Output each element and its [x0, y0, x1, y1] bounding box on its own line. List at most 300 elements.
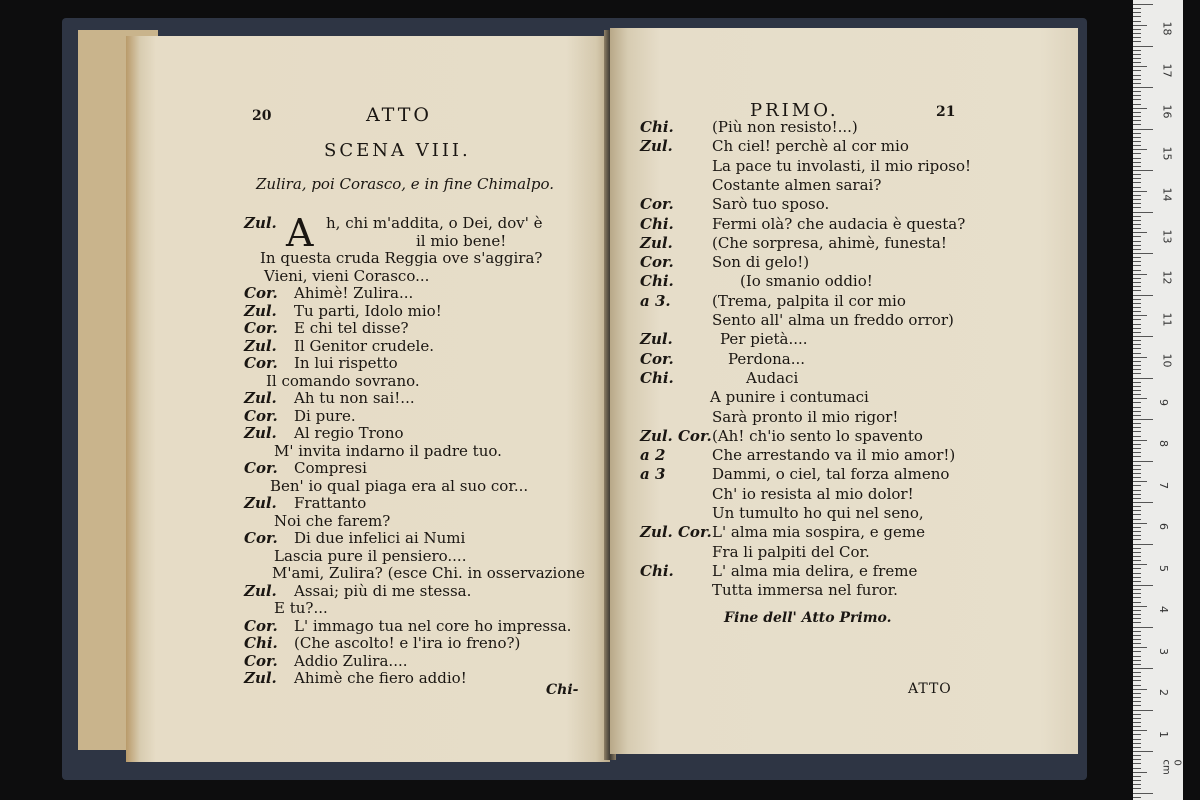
- ruler-tick: [1133, 402, 1141, 403]
- ruler-tick: [1133, 253, 1153, 254]
- ruler-tick: [1133, 415, 1141, 416]
- ruler-tick: [1133, 456, 1141, 457]
- left-speaker: Zul.: [244, 494, 277, 512]
- ruler-tick: [1133, 170, 1153, 171]
- ruler-tick: [1133, 448, 1141, 449]
- ruler-tick: [1133, 589, 1141, 590]
- ruler-tick: [1133, 514, 1141, 515]
- ruler-tick: [1133, 25, 1147, 26]
- scene-title: SCENA VIII.: [324, 140, 471, 161]
- ruler-tick: [1133, 382, 1141, 383]
- ruler-tick: [1133, 307, 1141, 308]
- ruler-tick: [1133, 228, 1141, 229]
- left-verse-line: il mio bene!: [416, 231, 507, 250]
- left-verse-line: Ahimè! Zulira...: [294, 284, 414, 302]
- right-verse-line: (Più non resisto!...): [712, 118, 858, 136]
- right-page-number: 21: [936, 104, 956, 120]
- left-verse-line: Ahimè che fiero addio!: [294, 669, 467, 687]
- right-verse-line: Ch' io resista al mio dolor!: [712, 484, 914, 503]
- ruler-tick: [1133, 178, 1141, 179]
- ruler-tick: [1133, 560, 1141, 561]
- left-verse-line: Ben' io qual piaga era al suo cor...: [270, 476, 529, 495]
- ruler-tick: [1133, 365, 1141, 366]
- ruler-tick: [1133, 473, 1141, 474]
- right-verse-line: (Ah! ch'io sento lo spavento: [712, 426, 923, 445]
- ruler-tick: [1133, 282, 1141, 283]
- ruler-tick: [1133, 236, 1141, 237]
- ruler-tick: [1133, 319, 1141, 320]
- ruler-tick: [1133, 730, 1147, 731]
- ruler-tick: [1133, 510, 1141, 511]
- ruler-tick: [1133, 373, 1141, 374]
- ruler-tick: [1133, 610, 1141, 611]
- ruler-tick: [1133, 390, 1141, 391]
- ruler-tick: [1133, 714, 1141, 715]
- ruler-tick: [1133, 680, 1141, 681]
- right-verse-line: Son di gelo!): [712, 253, 810, 272]
- ruler-tick: [1133, 33, 1141, 34]
- left-verse-line: Lascia pure il pensiero....: [274, 546, 467, 565]
- right-page: [610, 28, 1078, 754]
- ruler-tick: [1133, 386, 1141, 387]
- left-speaker: Cor.: [244, 651, 278, 670]
- right-verse-line: A punire i contumaci: [710, 388, 869, 407]
- ruler-tick: [1133, 485, 1141, 486]
- ruler-tick: [1133, 780, 1141, 781]
- ruler-tick: [1133, 141, 1141, 142]
- ruler-tick: [1133, 108, 1147, 109]
- cast-line: Zulira, poi Corasco, e in fine Chimalpo.: [256, 175, 555, 193]
- ruler-tick: [1133, 452, 1141, 453]
- right-verse-line: La pace tu involasti, il mio riposo!: [712, 156, 972, 175]
- ruler-tick: [1133, 95, 1141, 96]
- ruler-tick: [1133, 697, 1141, 698]
- left-verse-line: Ah tu non sai!...: [294, 389, 415, 407]
- ruler-tick: [1133, 647, 1147, 648]
- ruler-number: 4: [1157, 606, 1170, 613]
- ruler-tick: [1133, 548, 1141, 549]
- left-verse-line: M'ami, Zulira? (esce Chi. in osservazione: [272, 564, 585, 582]
- ruler-tick: [1133, 763, 1141, 764]
- left-page: [126, 36, 610, 762]
- ruler-number: 5: [1157, 564, 1170, 572]
- ruler-unit: 0 cm: [1160, 759, 1183, 775]
- ruler-tick: [1133, 8, 1141, 9]
- ruler-tick: [1133, 788, 1141, 789]
- ruler-number: 12: [1160, 270, 1174, 285]
- right-speaker: Chi.: [640, 214, 674, 233]
- ruler-tick: [1133, 195, 1141, 196]
- ruler-number: 18: [1160, 21, 1174, 36]
- ruler-number: 9: [1157, 398, 1170, 406]
- ruler-tick: [1133, 336, 1153, 337]
- right-verse-line: Audaci: [746, 368, 799, 387]
- right-verse-line: Dammi, o ciel, tal forza almeno: [712, 465, 950, 484]
- ruler-tick: [1133, 104, 1141, 105]
- ruler-tick: [1133, 627, 1153, 628]
- ruler-tick: [1133, 12, 1141, 13]
- right-speaker: Cor.: [640, 253, 674, 272]
- ruler-tick: [1133, 776, 1141, 777]
- right-speaker: Zul.: [640, 233, 673, 252]
- ruler-tick: [1133, 398, 1147, 399]
- ruler-tick: [1133, 739, 1141, 740]
- ruler-tick: [1133, 220, 1141, 221]
- right-speaker: Zul.: [640, 137, 673, 156]
- right-speaker: Chi.: [640, 118, 674, 136]
- ruler-tick: [1133, 249, 1141, 250]
- left-speaker: Cor.: [244, 319, 278, 337]
- ruler-tick: [1133, 631, 1141, 632]
- left-verse-line: Il comando sovrano.: [266, 371, 420, 390]
- ruler-tick: [1133, 734, 1141, 735]
- ruler-tick: [1133, 423, 1141, 424]
- ruler-tick: [1133, 660, 1141, 661]
- right-speaker: Chi.: [640, 272, 674, 291]
- ruler-tick: [1133, 656, 1141, 657]
- ruler-tick: [1133, 751, 1153, 752]
- ruler-tick: [1133, 743, 1141, 744]
- ruler-number: 14: [1160, 187, 1174, 202]
- ruler-tick: [1133, 602, 1141, 603]
- ruler-tick: [1133, 207, 1141, 208]
- ruler-tick: [1133, 21, 1141, 22]
- left-speaker: Zul.: [244, 581, 277, 600]
- ruler-tick: [1133, 50, 1141, 51]
- ruler-tick: [1133, 635, 1141, 636]
- ruler-number: 1: [1157, 730, 1170, 738]
- ruler-tick: [1133, 112, 1141, 113]
- right-speaker: Zul. Cor.: [640, 426, 712, 445]
- ruler-tick: [1133, 531, 1141, 532]
- ruler-tick: [1133, 643, 1141, 644]
- ruler-tick: [1133, 41, 1141, 42]
- ruler-tick: [1133, 158, 1141, 159]
- left-verse-line: E chi tel disse?: [294, 319, 409, 337]
- ruler-tick: [1133, 274, 1147, 275]
- right-speaker: Zul. Cor.: [640, 523, 712, 542]
- left-speaker: Chi.: [244, 634, 278, 652]
- ruler-tick: [1133, 498, 1141, 499]
- left-verse-line: Assai; più di me stessa.: [294, 581, 472, 600]
- left-speaker: Zul.: [244, 389, 277, 407]
- ruler-tick: [1133, 407, 1141, 408]
- ruler-tick: [1133, 199, 1141, 200]
- left-verse-line: Di pure.: [294, 406, 356, 425]
- ruler-tick: [1133, 37, 1141, 38]
- ruler-tick: [1133, 278, 1141, 279]
- ruler-tick: [1133, 726, 1141, 727]
- ruler-tick: [1133, 573, 1141, 574]
- ruler-tick: [1133, 332, 1141, 333]
- ruler-tick: [1133, 705, 1141, 706]
- ruler-tick: [1133, 722, 1141, 723]
- right-verse-line: Sarò tuo sposo.: [712, 195, 830, 214]
- right-running-head: PRIMO.: [750, 100, 839, 121]
- ruler-tick: [1133, 203, 1141, 204]
- left-verse-line: Il Genitor crudele.: [294, 336, 434, 355]
- ruler-tick: [1133, 618, 1141, 619]
- ruler-tick: [1133, 137, 1141, 138]
- ruler-number: 11: [1160, 312, 1174, 326]
- ruler-tick: [1133, 759, 1141, 760]
- ruler-tick: [1133, 66, 1147, 67]
- ruler-tick: [1133, 353, 1141, 354]
- ruler-tick: [1133, 461, 1153, 462]
- right-verse-line: (Io smanio oddio!: [740, 272, 873, 291]
- ruler-tick: [1133, 718, 1141, 719]
- ruler-number: 13: [1160, 229, 1174, 243]
- ruler-tick: [1133, 182, 1141, 183]
- ruler-tick: [1133, 191, 1147, 192]
- ruler-tick: [1133, 552, 1141, 553]
- ruler-tick: [1133, 315, 1147, 316]
- ruler-tick: [1133, 606, 1147, 607]
- ruler-tick: [1133, 772, 1147, 773]
- left-verse-line: In lui rispetto: [294, 354, 398, 372]
- ruler-number: 15: [1160, 146, 1174, 160]
- ruler-tick: [1133, 436, 1141, 437]
- drop-cap: A: [286, 211, 314, 255]
- ruler-tick: [1133, 120, 1141, 121]
- ruler-tick: [1133, 668, 1153, 669]
- ruler-tick: [1133, 295, 1153, 296]
- ruler-tick: [1133, 431, 1141, 432]
- ruler-tick: [1133, 145, 1141, 146]
- ruler-tick: [1133, 245, 1141, 246]
- ruler-number: 3: [1157, 647, 1170, 655]
- ruler-tick: [1133, 394, 1141, 395]
- left-running-head: ATTO: [366, 104, 432, 126]
- ruler-tick: [1133, 216, 1141, 217]
- ruler-tick: [1133, 149, 1147, 150]
- ruler-tick: [1133, 129, 1153, 130]
- left-verse-line: M' invita indarno il padre tuo.: [274, 441, 502, 460]
- ruler-tick: [1133, 685, 1141, 686]
- ruler-tick: [1133, 257, 1141, 258]
- ruler-number: 8: [1157, 440, 1170, 447]
- ruler-tick: [1133, 87, 1153, 88]
- ruler-tick: [1133, 75, 1141, 76]
- ruler-tick: [1133, 303, 1141, 304]
- ruler-tick: [1133, 581, 1141, 582]
- right-speaker: a 3.: [640, 291, 671, 310]
- ruler-tick: [1133, 54, 1141, 55]
- left-speaker: Cor.: [244, 284, 278, 302]
- ruler-tick: [1133, 224, 1141, 225]
- ruler-number: 16: [1160, 104, 1174, 119]
- ruler-tick: [1133, 58, 1141, 59]
- right-verse-line: (Trema, palpita il cor mio: [712, 291, 906, 310]
- ruler-number: 17: [1160, 63, 1174, 77]
- left-verse-line: Di due infelici ai Numi: [294, 529, 466, 547]
- ruler-tick: [1133, 187, 1141, 188]
- left-catchword: Chi-: [546, 682, 579, 698]
- ruler-tick: [1133, 290, 1141, 291]
- ruler-number: 7: [1157, 481, 1170, 489]
- ruler-tick: [1133, 83, 1141, 84]
- ruler-tick: [1133, 232, 1147, 233]
- ruler-tick: [1133, 378, 1153, 379]
- ruler-tick: [1133, 664, 1141, 665]
- left-verse-line: Vieni, vieni Corasco...: [264, 266, 430, 285]
- ruler-tick: [1133, 494, 1141, 495]
- ruler-tick: [1133, 672, 1141, 673]
- ruler-tick: [1133, 46, 1153, 47]
- left-verse-line: Compresi: [294, 459, 367, 477]
- left-speaker: Zul.: [244, 214, 277, 232]
- ruler-tick: [1133, 340, 1141, 341]
- ruler-tick: [1133, 411, 1141, 412]
- ruler-tick: [1133, 116, 1141, 117]
- ruler-tick: [1133, 16, 1141, 17]
- right-verse-line: L' alma mia sospira, e geme: [712, 523, 925, 542]
- right-verse-line: L' alma mia delira, e freme: [712, 561, 918, 580]
- right-verse-line: Un tumulto ho qui nel seno,: [712, 504, 924, 522]
- ruler-tick: [1133, 544, 1153, 545]
- right-verse-line: Fermi olà? che audacia è questa?: [712, 214, 966, 233]
- ruler-tick: [1133, 241, 1141, 242]
- left-speaker: Zul.: [244, 424, 277, 442]
- ruler-tick: [1133, 162, 1141, 163]
- left-page-number: 20: [252, 108, 272, 124]
- right-speaker: Chi.: [640, 368, 674, 387]
- ruler-tick: [1133, 166, 1141, 167]
- right-verse-line: Sarà pronto il mio rigor!: [712, 407, 899, 426]
- ruler-tick: [1133, 62, 1141, 63]
- ruler-tick: [1133, 651, 1141, 652]
- ruler-tick: [1133, 701, 1141, 702]
- ruler-number: 6: [1157, 523, 1170, 530]
- left-verse-line: Tu parti, Idolo mio!: [294, 301, 442, 320]
- ruler-tick: [1133, 597, 1141, 598]
- ruler-tick: [1133, 585, 1153, 586]
- ruler-tick: [1133, 527, 1141, 528]
- left-speaker: Zul.: [244, 301, 277, 320]
- right-verse-line: Che arrestando va il mio amor!): [712, 446, 956, 465]
- ruler-tick: [1133, 153, 1141, 154]
- right-speaker: Chi.: [640, 561, 674, 580]
- ruler-tick: [1133, 689, 1147, 690]
- ruler-tick: [1133, 622, 1141, 623]
- ruler-tick: [1133, 348, 1141, 349]
- left-verse-line: Addio Zulira....: [294, 651, 408, 670]
- left-verse-line: Al regio Trono: [294, 424, 404, 442]
- ruler-tick: [1133, 465, 1141, 466]
- left-verse-line: Noi che farem?: [274, 511, 391, 530]
- left-speaker: Zul.: [244, 669, 277, 687]
- ruler-tick: [1133, 676, 1141, 677]
- ruler-tick: [1133, 444, 1141, 445]
- right-verse-line: Costante almen sarai?: [712, 175, 882, 194]
- ruler-number: 10: [1160, 353, 1174, 368]
- ruler-tick: [1133, 469, 1141, 470]
- ruler-number: 2: [1157, 689, 1170, 696]
- ruler-tick: [1133, 419, 1153, 420]
- right-verse-line: Ch ciel! perchè al cor mio: [712, 137, 909, 156]
- ruler-tick: [1133, 614, 1141, 615]
- ruler-tick: [1133, 535, 1141, 536]
- ruler-tick: [1133, 502, 1153, 503]
- ruler-tick: [1133, 556, 1141, 557]
- ruler-tick: [1133, 79, 1141, 80]
- ruler-tick: [1133, 361, 1141, 362]
- ruler-tick: [1133, 481, 1147, 482]
- ruler-tick: [1133, 344, 1141, 345]
- ruler-tick: [1133, 755, 1141, 756]
- left-speaker: Zul.: [244, 336, 277, 355]
- right-verse-line: Fra li palpiti del Cor.: [712, 542, 870, 561]
- ruler-tick: [1133, 577, 1141, 578]
- right-speaker: Zul.: [640, 330, 673, 349]
- ruler-tick: [1133, 265, 1141, 266]
- ruler-tick: [1133, 490, 1141, 491]
- left-verse-line: L' immago tua nel core ho impressa.: [294, 616, 572, 635]
- ruler-tick: [1133, 564, 1147, 565]
- ruler-tick: [1133, 539, 1141, 540]
- ruler-tick: [1133, 639, 1141, 640]
- ruler-tick: [1133, 710, 1153, 711]
- ruler-tick: [1133, 4, 1153, 5]
- right-verse-line: Perdona...: [728, 349, 806, 368]
- ruler-tick: [1133, 99, 1141, 100]
- ruler-tick: [1133, 133, 1141, 134]
- ruler-tick: [1133, 91, 1141, 92]
- ruler-tick: [1133, 523, 1147, 524]
- left-speaker: Cor.: [244, 354, 278, 372]
- ruler-tick: [1133, 427, 1141, 428]
- right-speaker: Cor.: [640, 195, 674, 214]
- left-speaker: Cor.: [244, 406, 278, 425]
- ruler-tick: [1133, 784, 1141, 785]
- right-speaker: a 2: [640, 446, 666, 465]
- ruler-tick: [1133, 29, 1141, 30]
- ruler-tick: [1133, 70, 1141, 71]
- left-speaker: Cor.: [244, 529, 278, 547]
- ruler-tick: [1133, 261, 1141, 262]
- ruler-tick: [1133, 174, 1141, 175]
- ruler-tick: [1133, 124, 1141, 125]
- ruler-tick: [1133, 212, 1153, 213]
- ruler-tick: [1133, 693, 1141, 694]
- left-verse-line: Frattanto: [294, 494, 367, 512]
- ruler-tick: [1133, 519, 1141, 520]
- ruler-tick: [1133, 440, 1147, 441]
- ruler-tick: [1133, 793, 1153, 794]
- ruler-tick: [1133, 506, 1141, 507]
- ruler-tick: [1133, 324, 1141, 325]
- ruler-tick: [1133, 328, 1141, 329]
- ruler-tick: [1133, 369, 1141, 370]
- ruler-tick: [1133, 357, 1147, 358]
- right-verse-line: Tutta immersa nel furor.: [712, 581, 898, 600]
- right-speaker: Cor.: [640, 349, 674, 368]
- ruler-tick: [1133, 311, 1141, 312]
- ruler-tick: [1133, 568, 1141, 569]
- end-note: Fine dell' Atto Primo.: [724, 610, 892, 626]
- left-verse-line: In questa cruda Reggia ove s'aggira?: [260, 249, 543, 267]
- left-speaker: Cor.: [244, 459, 278, 477]
- right-verse-line: Sento all' alma un freddo orror): [712, 311, 954, 329]
- ruler-tick: [1133, 299, 1141, 300]
- ruler-tick: [1133, 270, 1141, 271]
- ruler-tick: [1133, 286, 1141, 287]
- right-verse-line: Per pietà....: [720, 330, 808, 349]
- ruler-tick: [1133, 797, 1141, 798]
- ruler-tick: [1133, 768, 1141, 769]
- right-verse-line: (Che sorpresa, ahimè, funesta!: [712, 233, 947, 252]
- ruler-tick: [1133, 477, 1141, 478]
